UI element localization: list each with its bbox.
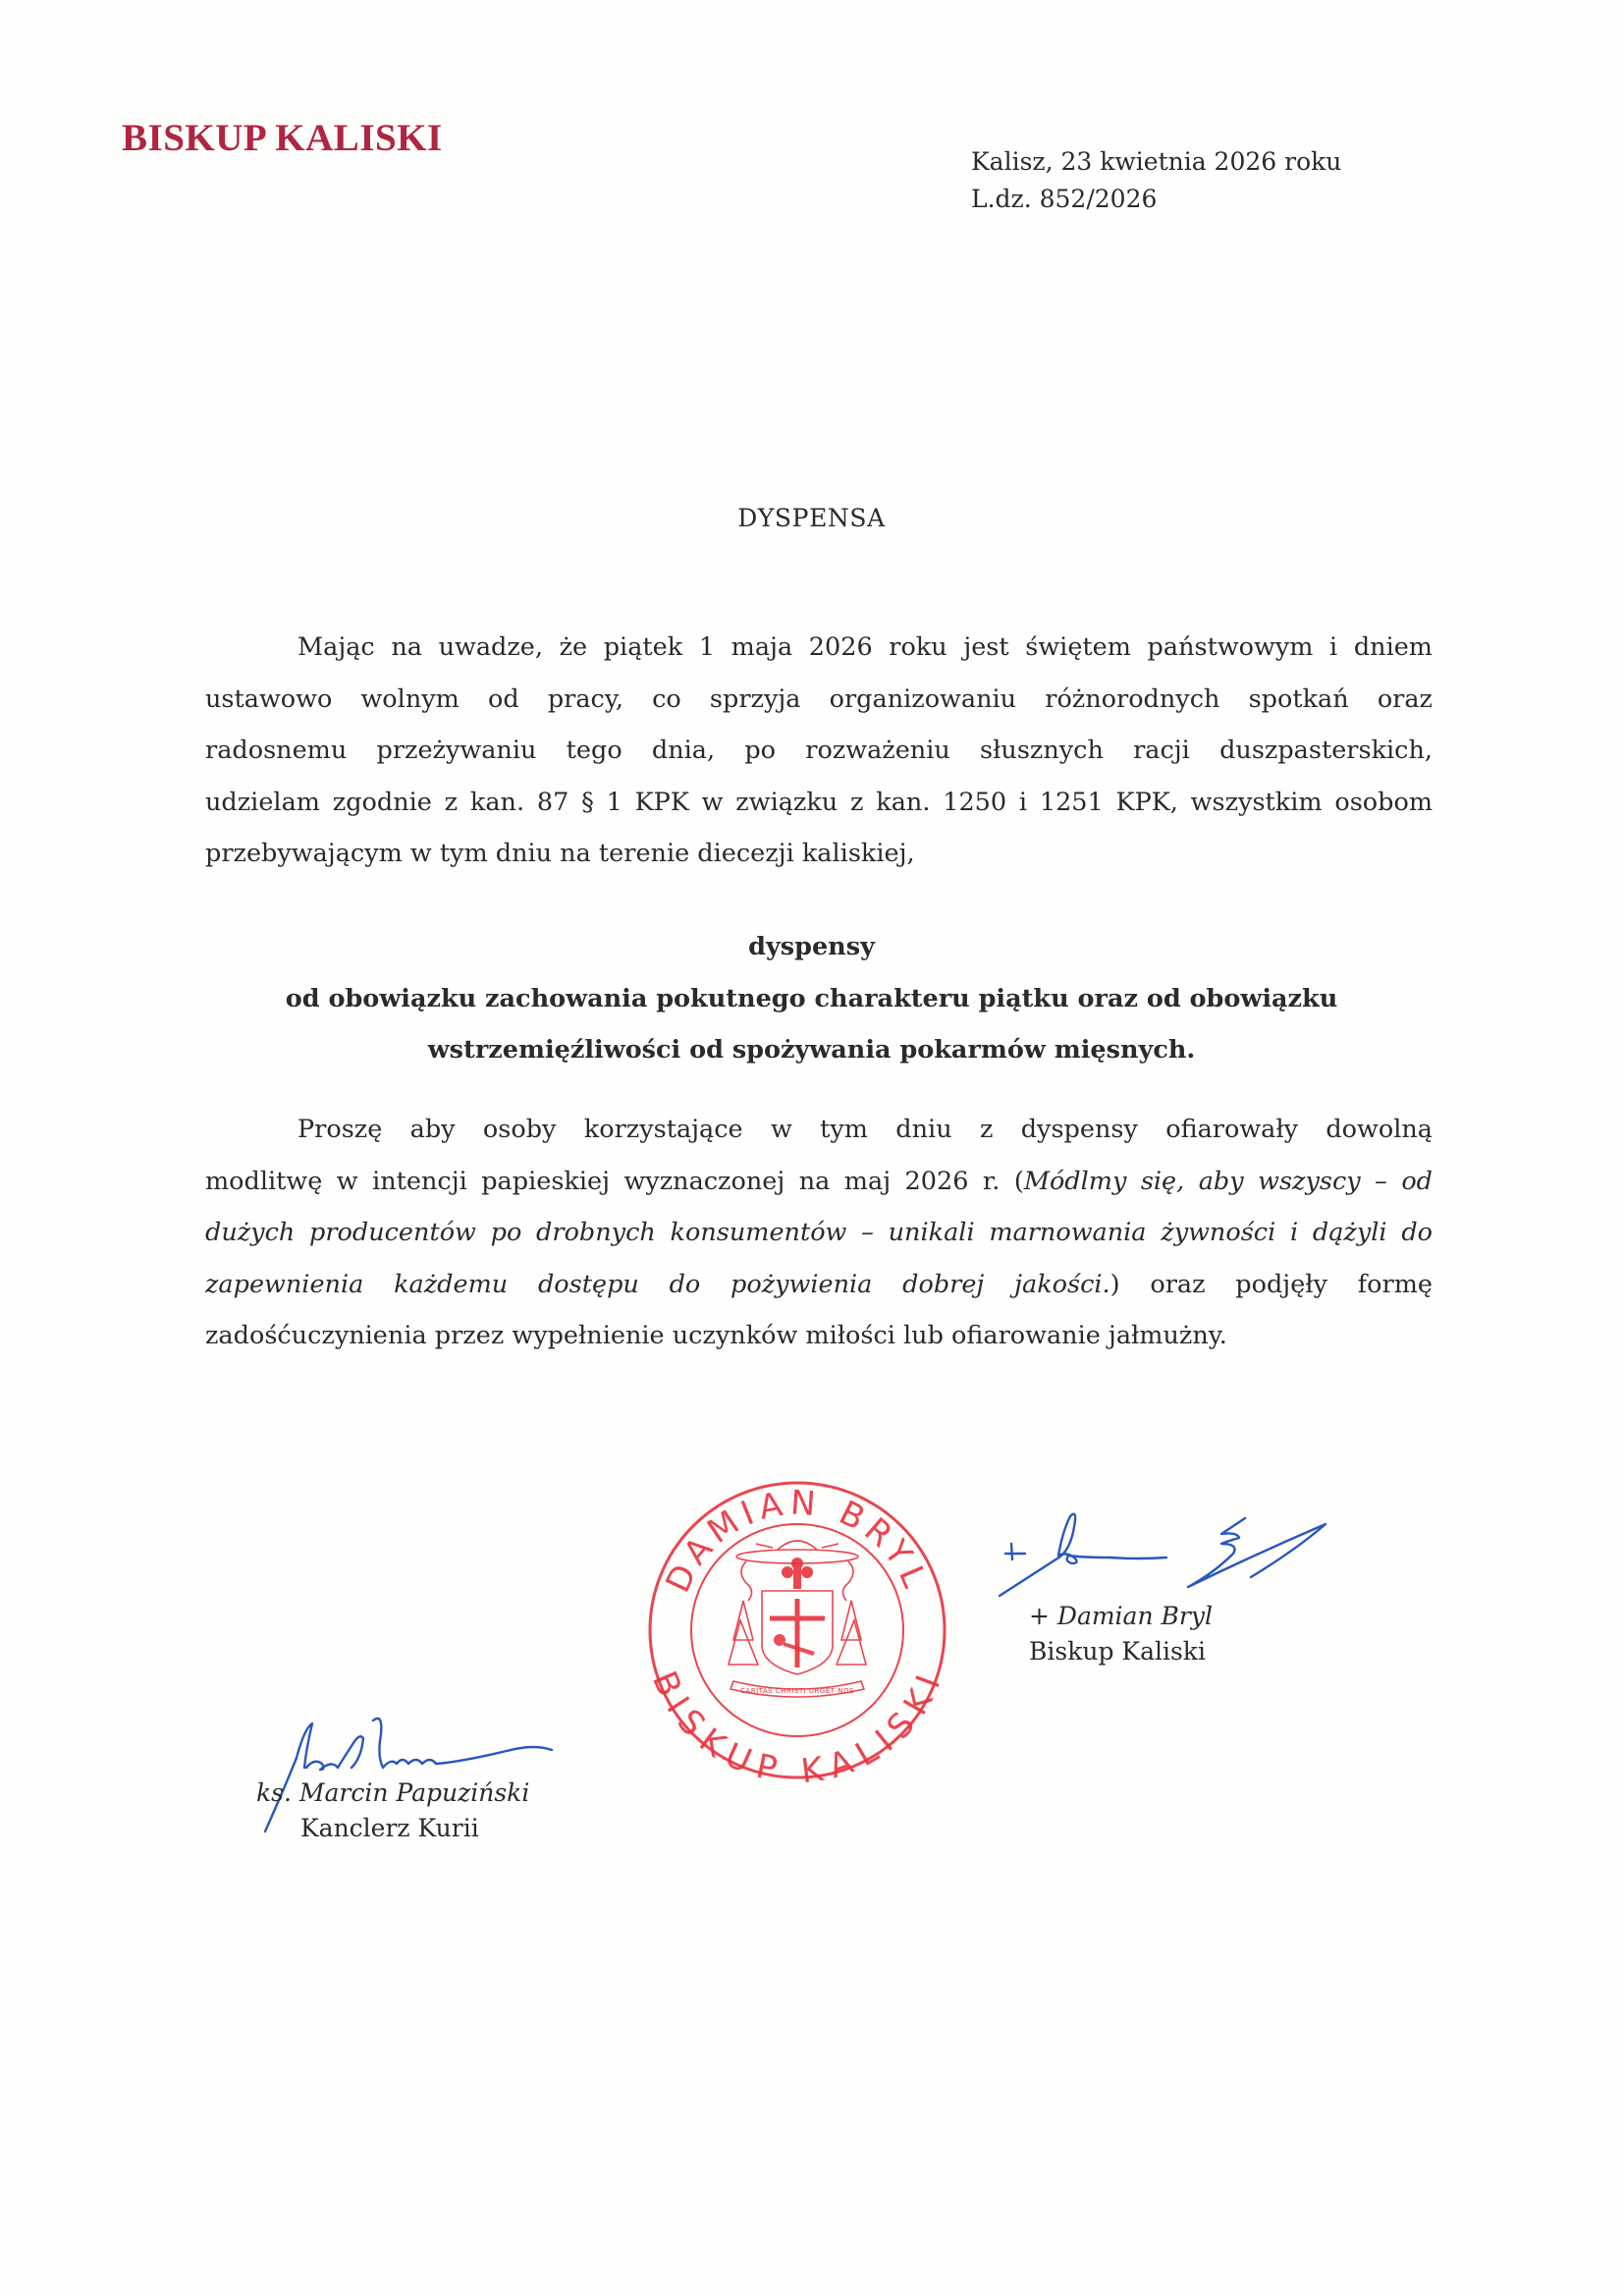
dispensation-line: od obowiązku zachowania pokutnego charakteru piątku oraz od obowiązku xyxy=(285,983,1338,1013)
paragraph-2-line: modlitwę w intencji papieskiej wyznaczonej na maj 2026 r. (Módlmy się, aby wszyscy – od xyxy=(205,1166,1433,1196)
rose-icon xyxy=(774,1634,815,1656)
official-seal xyxy=(640,1473,954,1792)
prayer-intention: dużych producentów po drobnych konsumentów – unikali marnowania żywności i dążyli do xyxy=(205,1218,1433,1247)
paragraph-2-line: zadośćuczynienia przez wypełnienie uczynków miłości lub ofiarowanie jałmużny. xyxy=(205,1321,1227,1350)
letterhead-title: BISKUP KALISKI xyxy=(122,117,443,159)
document-meta xyxy=(971,143,1341,218)
bishop-signature xyxy=(982,1493,1375,1611)
bishop-signature-block xyxy=(1029,1599,1213,1669)
reference-number: L.dz. 852/2026 xyxy=(971,185,1158,213)
paragraph-1-line: przebywającym w tym dniu na terenie diecezji kaliskiej, xyxy=(205,839,915,868)
paragraph-1-line: ustawowo wolnym od pracy, co sprzyja organizowaniu różnorodnych spotkań oraz xyxy=(205,683,1433,714)
paragraph-1-line: Mając na uwadze, że piątek 1 maja 2026 roku jest świętem państwowym i dniem xyxy=(298,632,1433,662)
place-date: Kalisz, 23 kwietnia 2026 roku xyxy=(971,147,1342,176)
bishop-role: Biskup Kaliski xyxy=(1029,1637,1206,1666)
chancellor-name: ks. Marcin Papuziński xyxy=(256,1778,530,1807)
paragraph-1 xyxy=(205,622,1433,880)
dispensation-heading: dyspensy xyxy=(748,932,875,961)
document-title: DYSPENSA xyxy=(737,504,886,532)
seal-top-text: DAMIAN BRYL xyxy=(658,1483,937,1599)
dispensation-block xyxy=(0,921,1623,1076)
seal-bottom-text: BISKUP KALISKI xyxy=(644,1666,951,1792)
prayer-intention: zapewnienia każdemu dostępu do pożywienia dobrej jakości. xyxy=(205,1269,1110,1299)
paragraph-2-line: Proszę aby osoby korzystające w tym dniu z dyspensy ofiarowały dowolną xyxy=(298,1115,1433,1144)
processional-cross-icon xyxy=(782,1558,813,1589)
seal-motto: CARITAS CHRISTI URGET NOS xyxy=(740,1687,854,1695)
chancellor-signature-block xyxy=(256,1776,529,1846)
paragraph-2-line: zapewnienia każdemu dostępu do pożywienia dobrej jakości.) oraz podjęły formę xyxy=(205,1269,1433,1299)
paragraph-1-line: radosnemu przeżywaniu tego dnia, po rozważeniu słusznych racji duszpasterskich, xyxy=(205,736,1433,765)
dispensation-line: wstrzemięźliwości od spożywania pokarmów mięsnych. xyxy=(427,1035,1196,1065)
paragraph-1-line: udzielam zgodnie z kan. 87 § 1 KPK w związku z kan. 1250 i 1251 KPK, wszystkim osobom xyxy=(205,787,1433,817)
chancellor-role: Kanclerz Kurii xyxy=(300,1814,479,1842)
paragraph-2-line xyxy=(205,1207,1433,1259)
bishop-name: + Damian Bryl xyxy=(1029,1602,1213,1630)
paragraph-2 xyxy=(205,1104,1433,1362)
prayer-intention: Módlmy się, aby wszyscy – od xyxy=(1023,1166,1433,1196)
